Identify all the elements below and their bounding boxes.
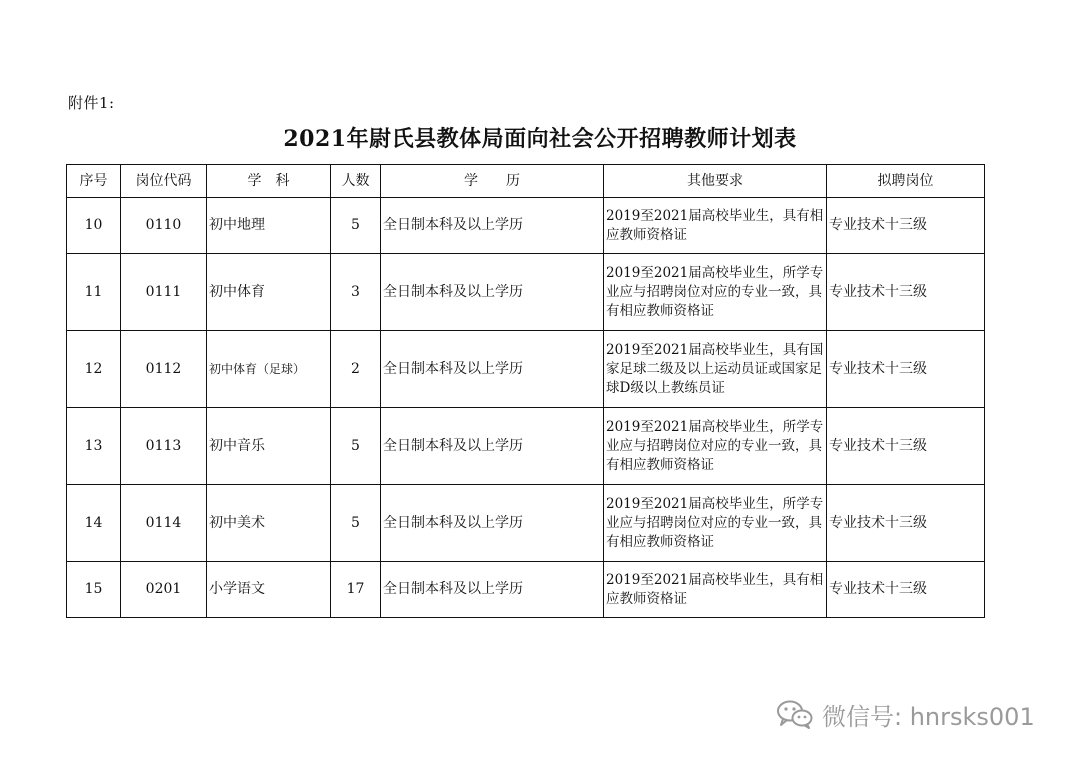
cell-code: 0112 bbox=[121, 331, 207, 408]
cell-subject: 初中体育 bbox=[207, 254, 331, 331]
cell-education: 全日制本科及以上学历 bbox=[381, 331, 604, 408]
table-row bbox=[67, 408, 985, 485]
cell-count: 5 bbox=[331, 485, 381, 562]
cell-education: 全日制本科及以上学历 bbox=[381, 408, 604, 485]
cell-position: 专业技术十三级 bbox=[827, 485, 985, 562]
cell-education: 全日制本科及以上学历 bbox=[381, 198, 604, 254]
cell-requirement: 2019至2021届高校毕业生，所学专业应与招聘岗位对应的专业一致，具有相应教师资格证 bbox=[604, 408, 827, 485]
cell-subject: 初中地理 bbox=[207, 198, 331, 254]
attachment-label: 附件1: bbox=[68, 94, 115, 112]
cell-position: 专业技术十三级 bbox=[827, 198, 985, 254]
cell-code: 0113 bbox=[121, 408, 207, 485]
header-education: 学 历 bbox=[381, 165, 604, 198]
cell-no: 11 bbox=[67, 254, 121, 331]
cell-no: 10 bbox=[67, 198, 121, 254]
header-position: 拟聘岗位 bbox=[827, 165, 985, 198]
cell-no: 14 bbox=[67, 485, 121, 562]
cell-requirement: 2019至2021届高校毕业生，所学专业应与招聘岗位对应的专业一致，具有相应教师资格证 bbox=[604, 485, 827, 562]
cell-education: 全日制本科及以上学历 bbox=[381, 485, 604, 562]
cell-subject: 小学语文 bbox=[207, 562, 331, 618]
cell-requirement: 2019至2021届高校毕业生，具有相应教师资格证 bbox=[604, 562, 827, 618]
header-subject: 学 科 bbox=[207, 165, 331, 198]
cell-subject: 初中体育（足球） bbox=[207, 331, 331, 408]
table-row bbox=[67, 254, 985, 331]
cell-education: 全日制本科及以上学历 bbox=[381, 254, 604, 331]
cell-position: 专业技术十三级 bbox=[827, 562, 985, 618]
cell-count: 5 bbox=[331, 198, 381, 254]
cell-requirement: 2019至2021届高校毕业生，具有相应教师资格证 bbox=[604, 198, 827, 254]
cell-no: 12 bbox=[67, 331, 121, 408]
cell-no: 15 bbox=[67, 562, 121, 618]
cell-count: 2 bbox=[331, 331, 381, 408]
table-row bbox=[67, 485, 985, 562]
header-code: 岗位代码 bbox=[121, 165, 207, 198]
header-no: 序号 bbox=[67, 165, 121, 198]
cell-subject: 初中美术 bbox=[207, 485, 331, 562]
recruitment-plan-table bbox=[66, 164, 985, 618]
cell-position: 专业技术十三级 bbox=[827, 254, 985, 331]
cell-requirement: 2019至2021届高校毕业生，具有国家足球二级及以上运动员证或国家足球D级以上教练员证 bbox=[604, 331, 827, 408]
cell-position: 专业技术十三级 bbox=[827, 408, 985, 485]
cell-no: 13 bbox=[67, 408, 121, 485]
header-count: 人数 bbox=[331, 165, 381, 198]
cell-code: 0114 bbox=[121, 485, 207, 562]
wechat-watermark bbox=[776, 694, 1035, 734]
cell-requirement: 2019至2021届高校毕业生，所学专业应与招聘岗位对应的专业一致，具有相应教师资格证 bbox=[604, 254, 827, 331]
cell-subject: 初中音乐 bbox=[207, 408, 331, 485]
table-row bbox=[67, 562, 985, 618]
header-requirement: 其他要求 bbox=[604, 165, 827, 198]
wechat-icon bbox=[776, 699, 814, 729]
watermark-text: 微信号: hnrsks001 bbox=[822, 702, 1035, 731]
table-header-row bbox=[67, 165, 985, 198]
cell-position: 专业技术十三级 bbox=[827, 331, 985, 408]
page-title: 2021年尉氏县教体局面向社会公开招聘教师计划表 bbox=[283, 126, 797, 152]
cell-code: 0110 bbox=[121, 198, 207, 254]
cell-code: 0201 bbox=[121, 562, 207, 618]
table-row bbox=[67, 198, 985, 254]
table-row bbox=[67, 331, 985, 408]
cell-count: 5 bbox=[331, 408, 381, 485]
cell-education: 全日制本科及以上学历 bbox=[381, 562, 604, 618]
cell-code: 0111 bbox=[121, 254, 207, 331]
cell-count: 3 bbox=[331, 254, 381, 331]
cell-count: 17 bbox=[331, 562, 381, 618]
